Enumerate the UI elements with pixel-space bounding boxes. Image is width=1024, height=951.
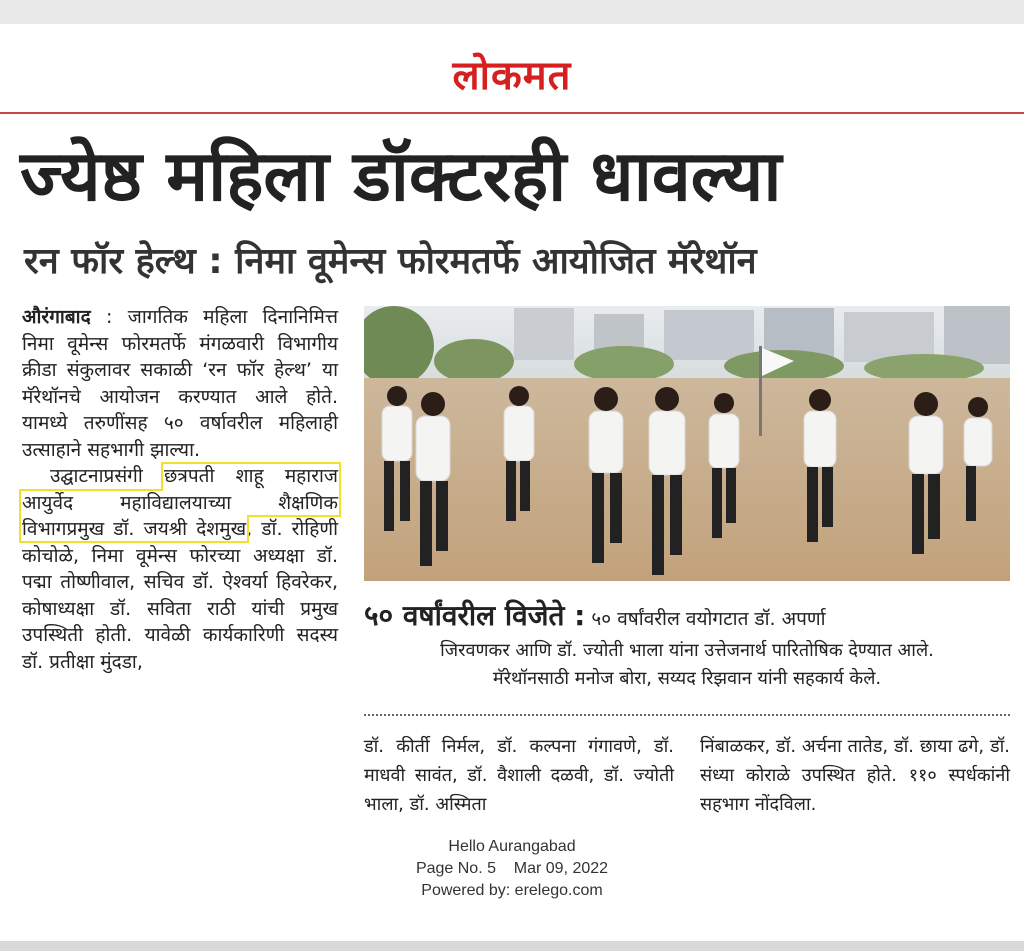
top-margin-band xyxy=(0,0,1024,24)
footer-page-date: Page No. 5 Mar 09, 2022 xyxy=(415,860,609,877)
footer-powered-by: Powered by: erelego.com xyxy=(421,882,603,899)
newspaper-logo: लोकमत xyxy=(452,53,572,99)
column-4-text: निंबाळकर, डॉ. अर्चना तातेड, डॉ. छाया ढगे, डॉ. संध्या कोराळे उपस्थित होते. ११० स्पर्धकांनी सहभाग नोंदविला. xyxy=(700,736,1010,815)
newspaper-clipping xyxy=(0,24,1024,941)
winners-line-3: मॅरेथॉनसाठी मनोज बोरा, सय्यद रिझवान यांनी सहकार्य केले. xyxy=(492,668,882,689)
winners-kicker: ५० वर्षांवरील विजेते : xyxy=(364,599,586,632)
paragraph-2-prefix: उद्घाटनाप्रसंगी xyxy=(50,465,165,487)
subheadline: रन फॉर हेल्थ : निमा वूमेन्स फोरमतर्फे आयोजित मॅरेथॉन xyxy=(24,241,757,282)
dateline: औरंगाबाद xyxy=(22,306,91,328)
winners-box xyxy=(364,598,1010,693)
winners-line-1 xyxy=(364,598,1010,637)
paragraph-1-text: : जागतिक महिला दिनानिमित्त निमा वूमेन्स फोरमतर्फे मंगळवारी विभागीय क्रीडा संकुलावर सकाळी ‘रन फॉर हेल्थ’ या मॅरेथॉनचे आयोजन करण्यात आले होते. यामध्ये तरुणींसह ५० वर्षावरील महिलाही उत्साहाने सहभागी झाल्या. xyxy=(22,306,338,461)
highlighted-text: छत्रपती शाहू महाराज आयुर्वेद महाविद्यालयाच्या शैक्षणिक विभागप्रमुख डॉ. जयश्री देशमुख xyxy=(22,465,338,540)
paragraph-1 xyxy=(22,304,338,463)
footer-edition: Hello Aurangabad xyxy=(448,838,576,855)
paragraph-2-rest: , डॉ. रोहिणी कोचोळे, निमा वूमेन्स फोरच्या अध्यक्षा डॉ. पद्मा तोष्णीवाल, सचिव डॉ. ऐश्वर्या हिवरेकर, कोषाध्यक्षा डॉ. सविता राठी यांची प्रमुख उपस्थिती होती. यावेळी कार्यकारिणी सदस्य डॉ. प्रतीक्षा मुंदडा, xyxy=(22,518,339,673)
marathon-photo xyxy=(364,306,1010,581)
column-3-text: डॉ. कीर्ती निर्मल, डॉ. कल्पना गंगावणे, डॉ. माधवी सावंत, डॉ. वैशाली दळवी, डॉ. ज्योती भाला, डॉ. अस्मिता xyxy=(364,736,674,815)
dotted-divider xyxy=(364,714,1010,716)
winners-line-2: जिरवणकर आणि डॉ. ज्योती भाला यांना उत्तेजनार्थ पारितोषिक देण्यात आले. xyxy=(440,640,934,661)
article-column-4 xyxy=(700,732,1010,819)
article-column-3 xyxy=(364,732,674,819)
headline: ज्येष्ठ महिला डॉक्टरही धावल्या xyxy=(20,135,782,217)
winners-line-1-text: ५० वर्षांवरील वयोगटात डॉ. अपर्णा xyxy=(585,608,826,630)
article-column-1 xyxy=(22,304,338,675)
masthead-rule xyxy=(0,112,1024,114)
paragraph-2 xyxy=(22,463,338,675)
masthead xyxy=(0,24,1024,112)
bottom-margin-band xyxy=(0,941,1024,951)
runners-illustration xyxy=(364,306,1010,581)
page-footer xyxy=(0,836,1024,902)
